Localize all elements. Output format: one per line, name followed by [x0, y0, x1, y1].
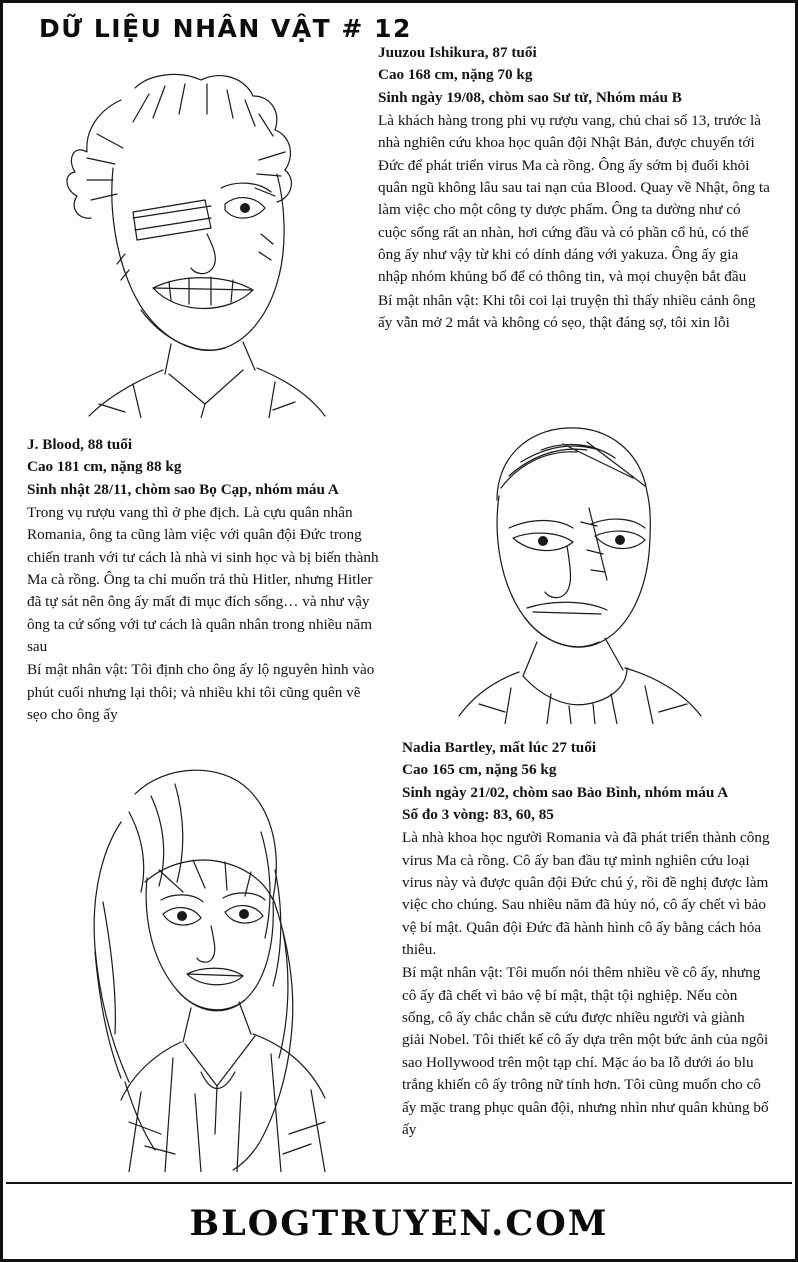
sketch-juuzou-ishikura	[29, 48, 365, 418]
profile-secret-juuzou: Bí mật nhân vật: Khi tôi coi lại truyện thì thấy nhiều cảnh ông ấy vẫn mở 2 mắt và không có sẹo, thật đáng sợ, tôi xin lỗi	[378, 291, 756, 332]
profile-secret-blood: Bí mật nhân vật: Tôi định cho ông ấy lộ nguyên hình vào phút cuối nhưng lại thôi; và nhiều khi tôi cũng quên vẽ sẹo cho ông ấy	[27, 661, 375, 724]
footer-divider	[6, 1182, 792, 1184]
profile-body-nadia: Là nhà khoa học người Romania và đã phát triển thành công virus Ma cà rồng. Cô ấy ban đầu tự mình nghiên cứu loại virus này và được quân đội Đức chú ý, rồi đề nghị được làm việc cho chúng. Sau nhiều năm đã hủy nó, cô ấy chết vì bảo vệ bí mật. Quân đội Đức đã hành hình cô ấy bằng cách hỏa thiêu.	[402, 829, 770, 959]
profile-name-blood: J. Blood, 88 tuổi	[27, 436, 133, 453]
profile-birth-juuzou: Sinh ngày 19/08, chòm sao Sư tử, Nhóm máu B	[378, 88, 682, 106]
page-title: DỮ LIỆU NHÂN VẬT # 12	[39, 14, 412, 43]
site-watermark: BLOGTRUYEN.COM	[189, 1203, 609, 1244]
profile-measurements-nadia: Số đo 3 vòng: 83, 60, 85	[402, 806, 554, 824]
profile-body-juuzou: Là khách hàng trong phi vụ rượu vang, chủ chai số 13, trước là nhà nghiên cứu khoa học quân đội Nhật Bản, được chuyển tới Đức để phát triển virus Ma cà rồng. Ông ấy sớm bị đuổi khỏi quân ngũ không lâu sau tai nạn của Blood. Quay về Nhật, ông ta làm việc cho một công ty dược phẩm. Ông ta dường như có cuộc sống rất an nhàn, hơi cứng đầu và có phần cổ hủ, có thể ông ấy như vậy từ khi có dính dáng với yakuza. Ông ấy gia nhập nhóm khủng bố để có thông tin, và mọi chuyện bắt đầu	[378, 112, 770, 286]
profile-blood	[27, 434, 379, 726]
profile-juuzou	[378, 42, 770, 334]
profile-stats-juuzou: Cao 168 cm, nặng 70 kg	[378, 66, 533, 84]
profile-body-blood: Trong vụ rượu vang thì ở phe địch. Là cựu quân nhân Romania, ông ta cũng làm việc với quân đội Đức trong chiến tranh với tư cách là nhà vi sinh học và bị biến thành Ma cà rồng. Ông ta chỉ muốn trả thù Hitler, nhưng Hitler đã tự sát nên ông ấy mất đi mục đích sống… và như vậy ông ta cứ sống với tư cách là quân nhân trong nhiều năm sau	[27, 504, 379, 656]
profile-name-juuzou: Juuzou Ishikura, 87 tuổi	[378, 44, 537, 61]
sketch-j-blood	[401, 404, 767, 724]
profile-stats-nadia: Cao 165 cm, nặng 56 kg	[402, 761, 557, 779]
profile-birth-nadia: Sinh ngày 21/02, chòm sao Bảo Bình, nhóm máu A	[402, 783, 729, 801]
profile-name-nadia: Nadia Bartley, mất lúc 27 tuổi	[402, 739, 597, 756]
profile-stats-blood: Cao 181 cm, nặng 88 kg	[27, 458, 182, 476]
profile-secret-nadia: Bí mật nhân vật: Tôi muốn nói thêm nhiều về cô ấy, nhưng cô ấy đã chết vì bảo vệ bí mật, thật tội nghiệp. Nếu còn sống, cô ấy chắc chắn sẽ cứu được nhiều người và giành giải Nobel. Tôi thiết kế cô ấy dựa trên một bức ảnh của ngôi sao Hollywood trên một tạp chí. Mặc áo ba lỗ dưới áo blu trắng khiến cô ấy trông nữ tính hơn. Tôi cũng muốn cho cô ấy mặc trang phục quân đội, nhưng nhìn như quân khủng bố ấy	[402, 964, 769, 1138]
sketch-nadia-bartley	[25, 742, 387, 1172]
profile-birth-blood: Sinh nhật 28/11, chòm sao Bọ Cạp, nhóm máu A	[27, 480, 339, 498]
profile-nadia	[402, 737, 770, 1141]
